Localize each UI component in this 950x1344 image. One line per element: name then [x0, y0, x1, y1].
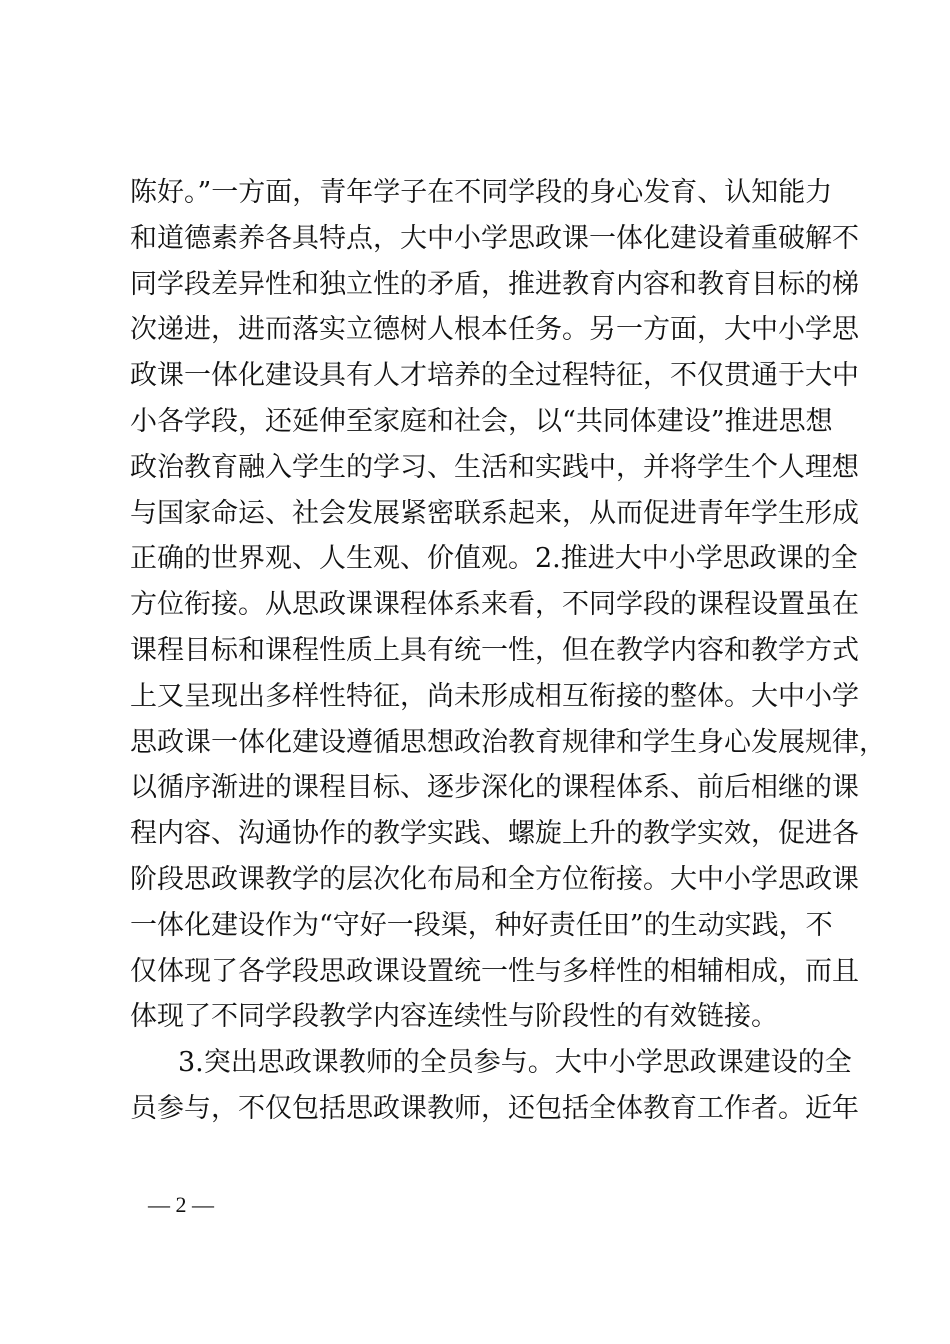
text-line: 课程目标和课程性质上具有统一性，但在教学内容和教学方式	[130, 634, 859, 666]
text-line: 员参与，不仅包括思政课教师，还包括全体教育工作者。近年	[130, 1092, 859, 1124]
text-line: 阶段思政课教学的层次化布局和全方位衔接。大中小学思政课	[130, 863, 859, 895]
text-line: 仅体现了各学段思政课设置统一性与多样性的相辅相成，而且	[130, 955, 859, 987]
text-line: 小各学段，还延伸至家庭和社会，以“共同体建设”推进思想	[130, 405, 833, 437]
text-line: 以循序渐进的课程目标、逐步深化的课程体系、前后相继的课	[130, 772, 859, 804]
text-line: 与国家命运、社会发展紧密联系起来，从而促进青年学生形成	[130, 497, 859, 529]
text-line: 思政课一体化建设遵循思想政治教育规律和学生身心发展规律，	[130, 726, 886, 758]
body-text	[130, 170, 886, 1132]
page-number: — 2 —	[148, 1192, 214, 1217]
text-line: 政课一体化建设具有人才培养的全过程特征，不仅贯通于大中	[130, 360, 859, 392]
text-line: 体现了不同学段教学内容连续性与阶段性的有效链接。	[130, 1001, 778, 1033]
text-line: 同学段差异性和独立性的矛盾，推进教育内容和教育目标的梯	[130, 268, 859, 300]
text-line: 陈好。”一方面，青年学子在不同学段的身心发育、认知能力	[130, 177, 833, 208]
text-line: 和道德素养各具特点，大中小学思政课一体化建设着重破解不	[130, 222, 859, 254]
text-line: 一体化建设作为“守好一段渠，种好责任田”的生动实践，不	[130, 909, 833, 941]
text-line: 程内容、沟通协作的教学实践、螺旋上升的教学实效，促进各	[130, 818, 859, 850]
text-line: 3.突出思政课教师的全员参与。大中小学思政课建设的全	[178, 1047, 852, 1079]
text-line: 政治教育融入学生的学习、生活和实践中，并将学生个人理想	[130, 451, 859, 483]
text-line: 方位衔接。从思政课课程体系来看，不同学段的课程设置虽在	[130, 589, 859, 621]
text-line: 上又呈现出多样性特征，尚未形成相互衔接的整体。大中小学	[130, 680, 859, 712]
text-line: 次递进，进而落实立德树人根本任务。另一方面，大中小学思	[130, 314, 859, 346]
text-line: 正确的世界观、人生观、价值观。2.推进大中小学思政课的全	[130, 543, 858, 575]
